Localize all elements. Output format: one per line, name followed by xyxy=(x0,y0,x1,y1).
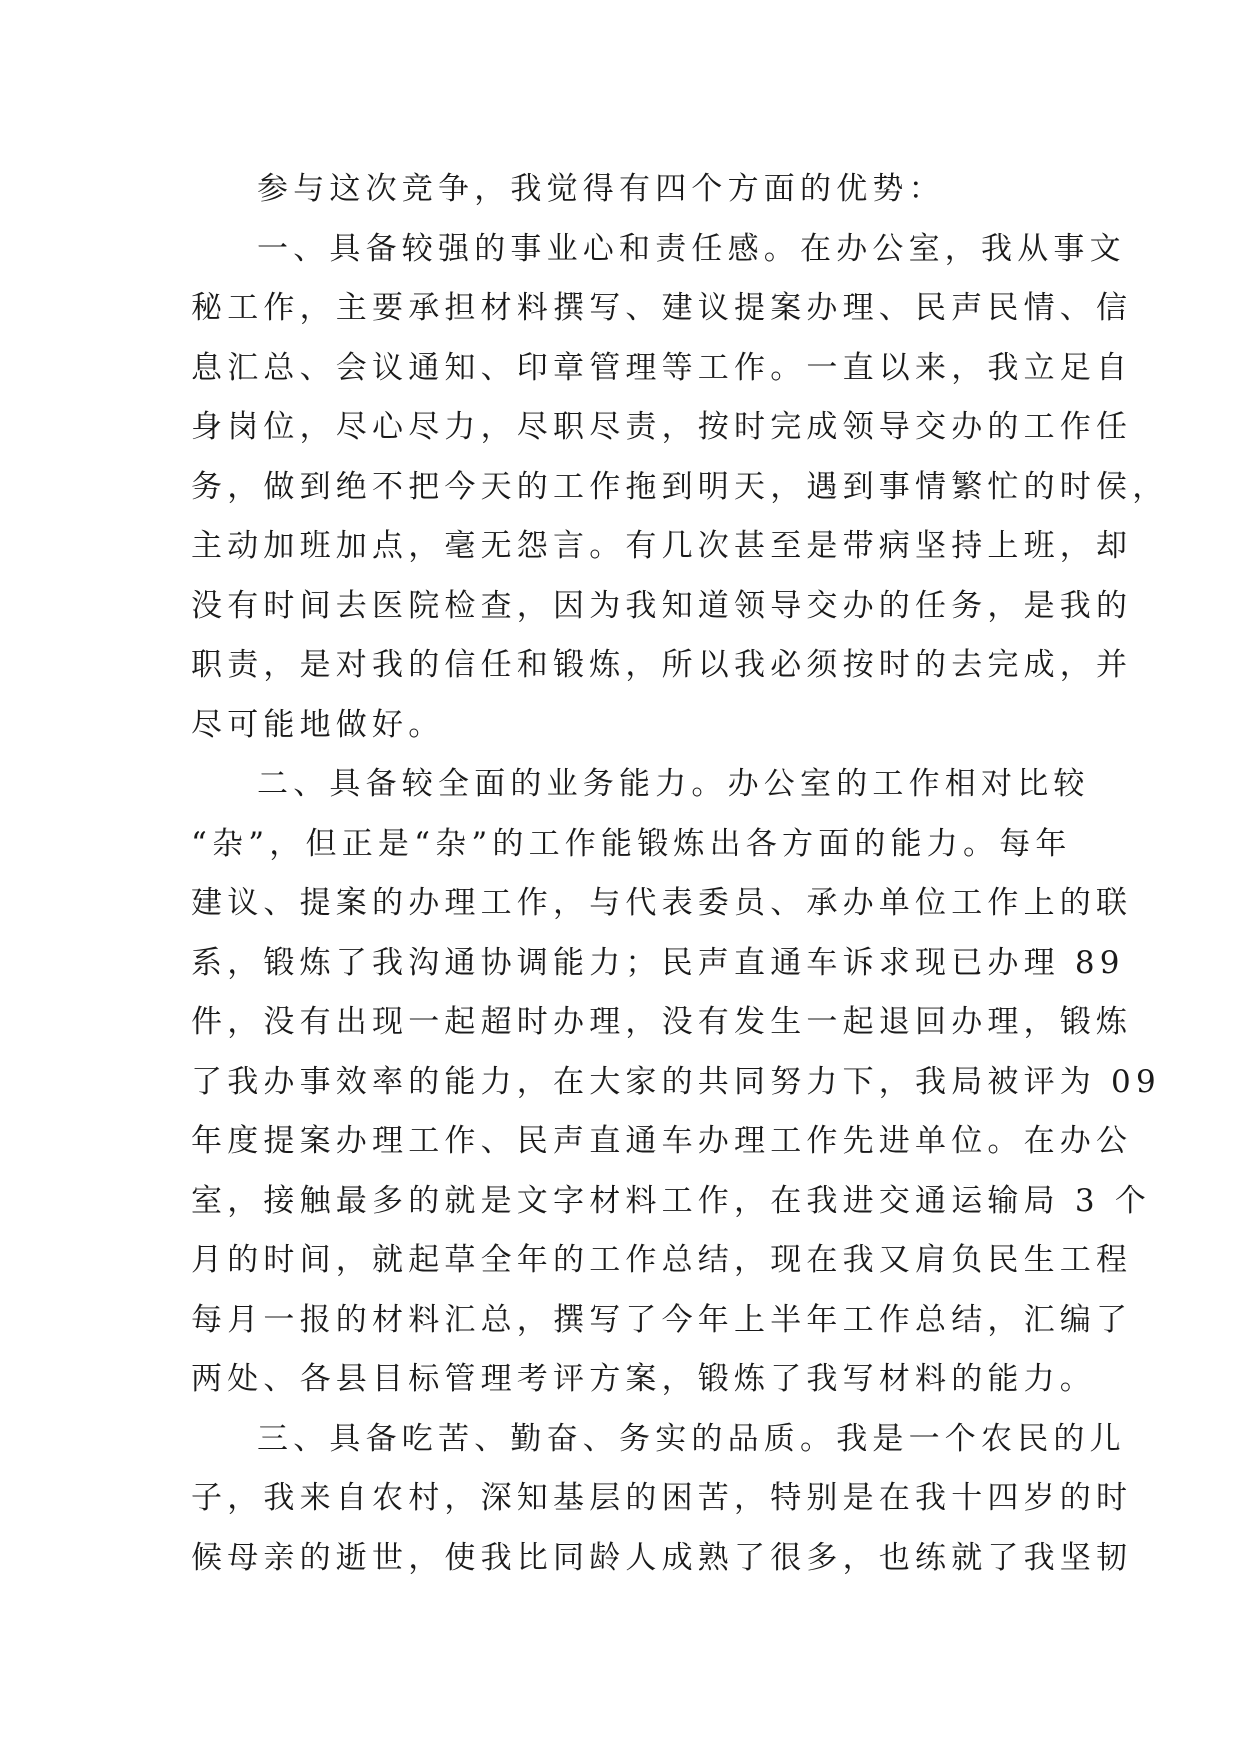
paragraph-2-line: 件，没有出现一起超时办理，没有发生一起退回办理，锻炼 xyxy=(191,1004,1133,1040)
paragraph-1-line: 尽可能地做好。 xyxy=(191,706,445,743)
paragraph-1-line: 秘工作，主要承担材料撰写、建议提案办理、民声民情、信 xyxy=(191,290,1133,326)
paragraph-2-line: “杂”，但正是“杂”的工作能锻炼出各方面的能力。每年 xyxy=(191,825,1072,862)
paragraph-3-line: 候母亲的逝世，使我比同龄人成熟了很多，也练就了我坚韧 xyxy=(191,1539,1133,1576)
paragraph-1-line: 身岗位，尽心尽力，尽职尽责，按时完成领导交办的工作任 xyxy=(191,409,1133,445)
document-body xyxy=(191,160,1169,1588)
paragraph-2-line: 二、具备较全面的业务能力。办公室的工作相对比较 xyxy=(257,766,1090,802)
paragraph-2-line: 系，锻炼了我沟通协调能力；民声直通车诉求现已办理 89 xyxy=(191,944,1125,981)
paragraph-1-line: 息汇总、会议通知、印章管理等工作。一直以来，我立足自 xyxy=(191,349,1133,386)
paragraph-2-line: 建议、提案的办理工作，与代表委员、承办单位工作上的联 xyxy=(191,885,1133,921)
paragraph-1-line: 务，做到绝不把今天的工作拖到明天，遇到事情繁忙的时侯， xyxy=(191,468,1169,505)
paragraph-2-line: 两处、各县目标管理考评方案，锻炼了我写材料的能力。 xyxy=(191,1361,1096,1397)
paragraph-1-line: 职责，是对我的信任和锻炼，所以我必须按时的去完成，并 xyxy=(191,647,1133,683)
paragraph-1-line: 一、具备较强的事业心和责任感。在办公室，我从事文 xyxy=(257,230,1126,267)
paragraph-1-line: 没有时间去医院检查，因为我知道领导交办的任务，是我的 xyxy=(191,587,1133,624)
paragraph-2-line: 了我办事效率的能力，在大家的共同努力下，我局被评为 09 xyxy=(191,1063,1161,1100)
paragraph-2-line: 年度提案办理工作、民声直通车办理工作先进单位。在办公 xyxy=(191,1123,1133,1159)
paragraph-intro-line: 参与这次竞争，我觉得有四个方面的优势： xyxy=(257,171,945,207)
paragraph-2-line: 室，接触最多的就是文字材料工作，在我进交通运输局 3 个 xyxy=(191,1182,1152,1219)
paragraph-2-line: 月的时间，就起草全年的工作总结，现在我又肩负民生工程 xyxy=(191,1242,1133,1278)
paragraph-3-line: 三、具备吃苦、勤奋、务实的品质。我是一个农民的儿 xyxy=(257,1420,1126,1457)
paragraph-3-line: 子，我来自农村，深知基层的困苦，特别是在我十四岁的时 xyxy=(191,1480,1133,1516)
paragraph-2-line: 每月一报的材料汇总，撰写了今年上半年工作总结，汇编了 xyxy=(191,1301,1133,1338)
paragraph-1-line: 主动加班加点，毫无怨言。有几次甚至是带病坚持上班，却 xyxy=(191,528,1133,564)
